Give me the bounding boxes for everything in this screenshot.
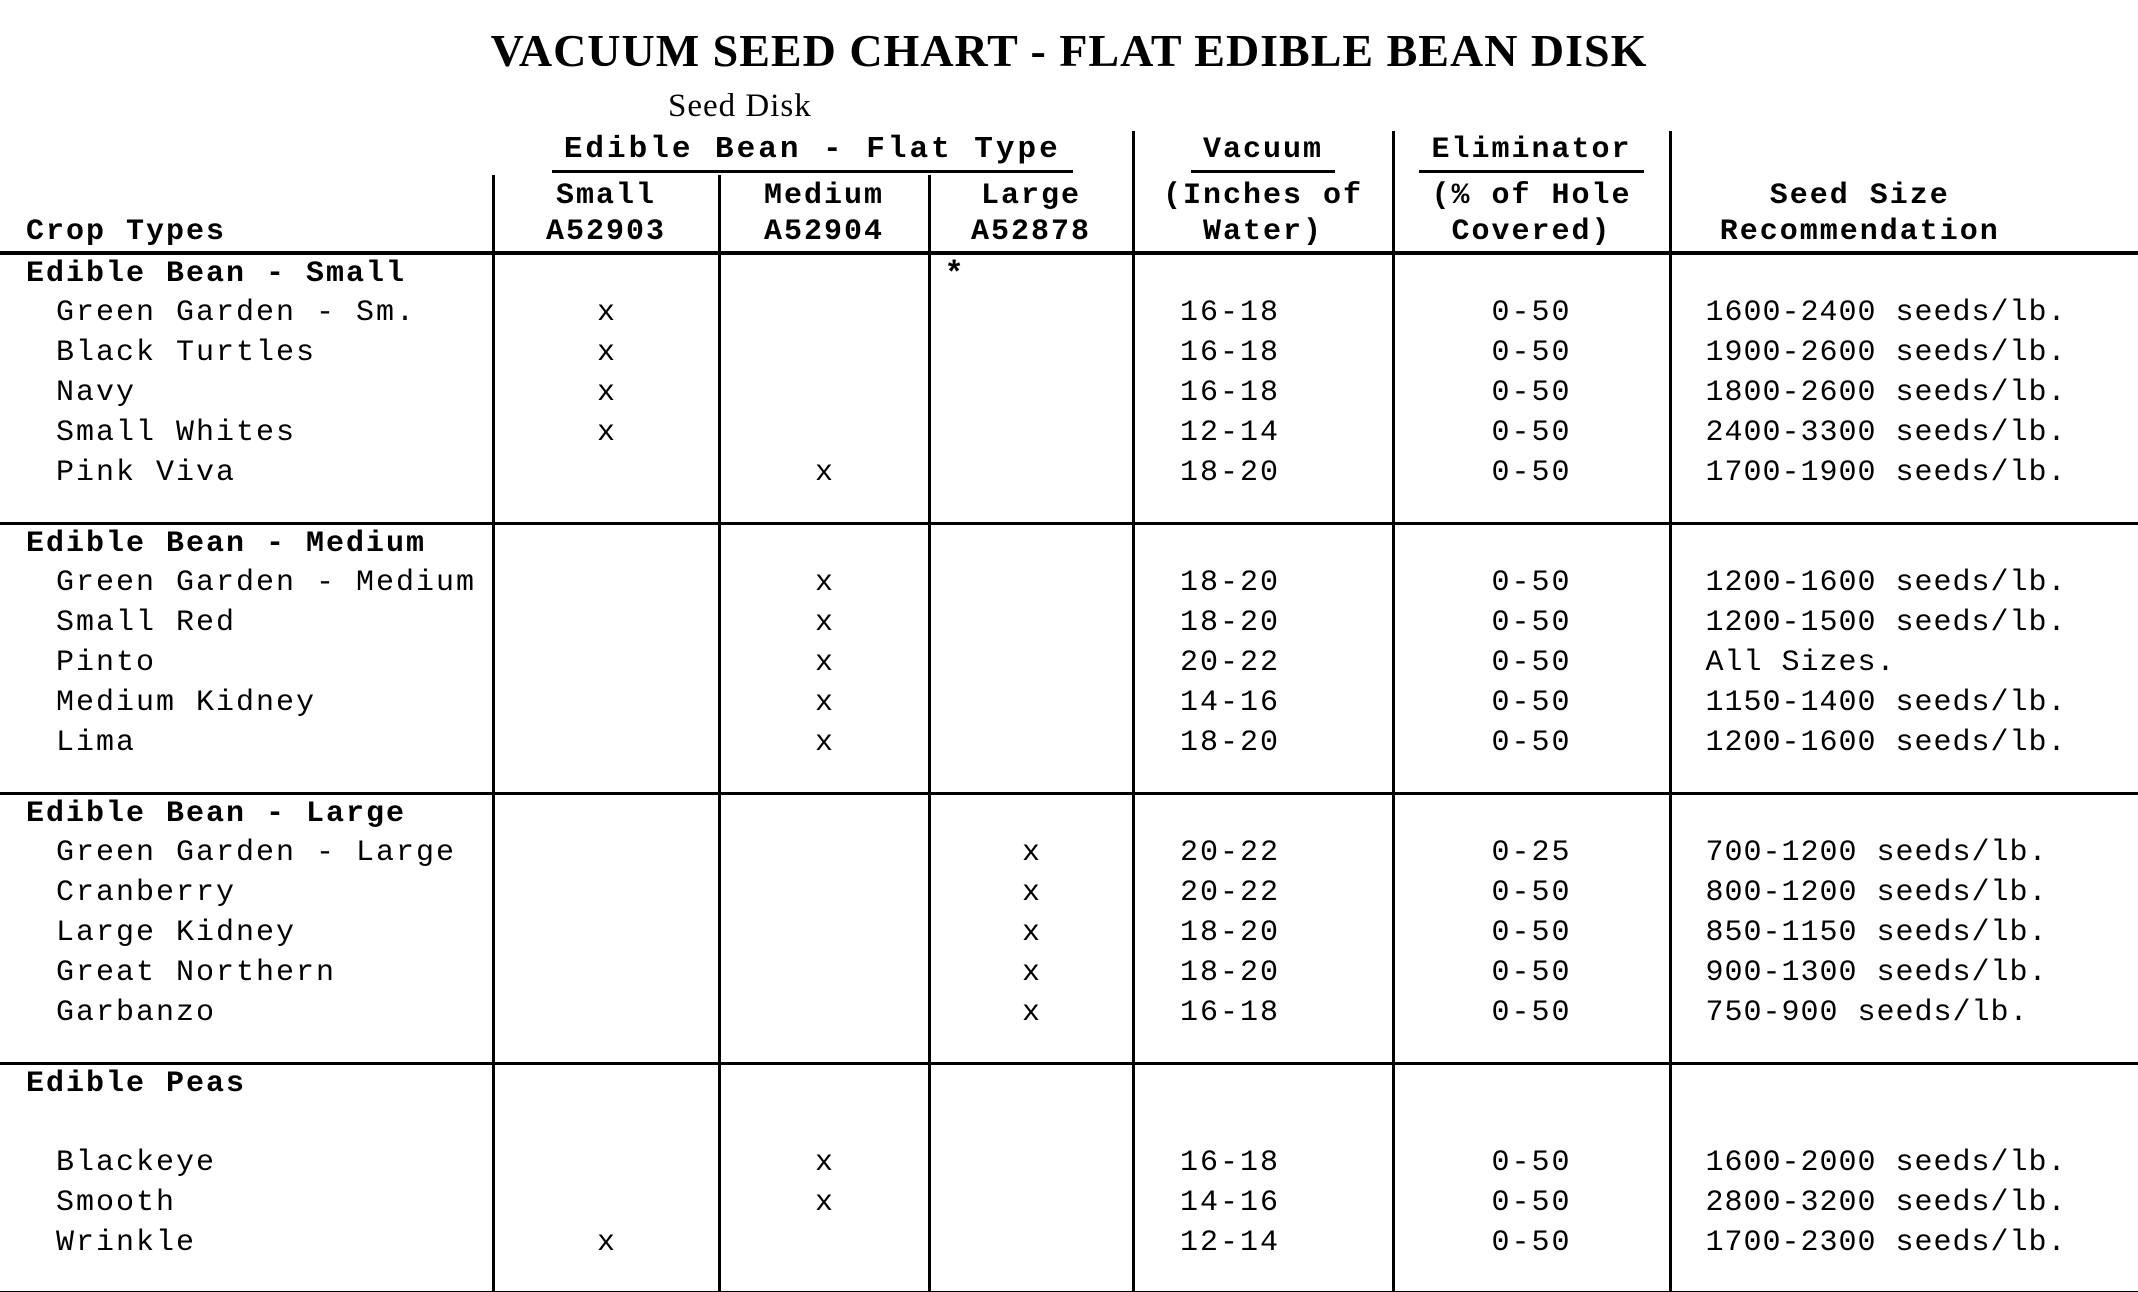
vacuum-cell: 14-16: [1133, 1183, 1393, 1223]
table-row: [0, 373, 2138, 413]
vacuum-cell: 18-20: [1133, 563, 1393, 603]
seed-size-cell: 800-1200 seeds/lb.: [1670, 873, 2138, 913]
large-disk-cell: [929, 523, 1133, 563]
crop-cell: [0, 1103, 493, 1143]
small-disk-cell: [493, 1143, 719, 1183]
table-row: [0, 453, 2138, 493]
crop-types-label: Crop Types: [0, 213, 493, 253]
blank-row: [0, 1103, 2138, 1143]
eliminator-cell: 0-50: [1393, 953, 1670, 993]
seed-size-cell: [1670, 1103, 2138, 1143]
crop-cell: [0, 763, 493, 793]
eliminator-cell: [1393, 493, 1670, 523]
large-disk-cell: x: [929, 913, 1133, 953]
crop-cell: Smooth: [56, 1186, 177, 1220]
eliminator-cell: 0-50: [1393, 563, 1670, 603]
eliminator-cell: 0-50: [1393, 913, 1670, 953]
vacuum-cell: 16-18: [1133, 293, 1393, 333]
vacuum-cell: 18-20: [1133, 953, 1393, 993]
large-disk-cell: [929, 563, 1133, 603]
eliminator-cell: 0-50: [1393, 723, 1670, 763]
medium-disk-cell: [719, 293, 929, 333]
large-disk-cell: [929, 493, 1133, 523]
seed-size-cell: 1200-1600 seeds/lb.: [1670, 563, 2138, 603]
small-disk-cell: x: [493, 373, 719, 413]
crop-cell: [0, 493, 493, 523]
eliminator-cell: [1393, 1103, 1670, 1143]
vacuum-cell: 16-18: [1133, 993, 1393, 1033]
crop-cell: Blackeye: [56, 1146, 217, 1180]
seed-disk-label: Seed Disk: [668, 88, 812, 124]
crop-cell: Small Red: [56, 606, 237, 640]
eliminator-cell: 0-50: [1393, 643, 1670, 683]
medium-disk-cell: x: [719, 683, 929, 723]
seed-size-cell: 1700-1900 seeds/lb.: [1670, 453, 2138, 493]
vacuum-cell: 18-20: [1133, 723, 1393, 763]
gap-row: [0, 763, 2138, 793]
large-disk-cell: [929, 1223, 1133, 1263]
medium-disk-cell: x: [719, 723, 929, 763]
vacuum-subline-1: (Inches of: [1133, 175, 1393, 213]
seed-size-cell: 1800-2600 seeds/lb.: [1670, 373, 2138, 413]
table-row: [0, 1183, 2138, 1223]
vacuum-cell: 16-18: [1133, 333, 1393, 373]
table-section: [0, 793, 2138, 1063]
seed-size-cell: [1670, 1263, 2138, 1292]
table-row: [0, 913, 2138, 953]
medium-part-number: A52904: [719, 213, 929, 253]
seed-size-cell: 1200-1600 seeds/lb.: [1670, 723, 2138, 763]
seed-size-cell: 1900-2600 seeds/lb.: [1670, 333, 2138, 373]
large-disk-cell: x: [929, 873, 1133, 913]
seed-size-line-2: Recommendation: [1670, 213, 2138, 253]
eliminator-cell: 0-50: [1393, 333, 1670, 373]
vacuum-cell: [1133, 1263, 1393, 1292]
crop-cell: Wrinkle: [56, 1226, 197, 1260]
seed-size-cell: 1600-2400 seeds/lb.: [1670, 293, 2138, 333]
table-row: [0, 563, 2138, 603]
seed-disk-cell: [493, 83, 1133, 131]
crop-cell: Pinto: [56, 646, 157, 680]
small-disk-cell: [493, 1063, 719, 1103]
small-disk-cell: [493, 493, 719, 523]
table-row: [0, 993, 2138, 1033]
vacuum-cell: [1133, 493, 1393, 523]
large-disk-cell: [929, 1183, 1133, 1223]
eliminator-cell: 0-50: [1393, 993, 1670, 1033]
header-spacer-cell: [1670, 131, 2138, 175]
small-disk-cell: [493, 563, 719, 603]
large-disk-cell: [929, 1063, 1133, 1103]
crop-cell: Small Whites: [56, 416, 297, 450]
seed-size-cell: 750-900 seeds/lb.: [1670, 993, 2138, 1033]
small-disk-cell: x: [493, 333, 719, 373]
small-disk-cell: [493, 1033, 719, 1063]
eliminator-cell: 0-25: [1393, 833, 1670, 873]
seed-size-cell: 1150-1400 seeds/lb.: [1670, 683, 2138, 723]
large-disk-cell: [929, 793, 1133, 833]
medium-disk-cell: [719, 373, 929, 413]
eliminator-subline-2: Covered): [1393, 213, 1670, 253]
seed-size-cell: 850-1150 seeds/lb.: [1670, 913, 2138, 953]
eliminator-cell: [1393, 793, 1670, 833]
crop-cell: [0, 1263, 493, 1292]
section-header-row: [0, 793, 2138, 833]
small-disk-cell: [493, 873, 719, 913]
crop-cell: Great Northern: [56, 956, 337, 990]
group-header-row: [0, 131, 2138, 175]
crop-cell: Pink Viva: [56, 456, 237, 490]
part-header-row: [0, 213, 2138, 253]
header-spacer-cell: [0, 83, 493, 131]
header-spacer-cell: [0, 131, 493, 175]
small-disk-cell: [493, 453, 719, 493]
medium-disk-cell: [719, 413, 929, 453]
small-disk-cell: [493, 953, 719, 993]
crop-cell: Black Turtles: [56, 336, 317, 370]
small-disk-cell: [493, 1103, 719, 1143]
medium-disk-cell: [719, 993, 929, 1033]
small-part-number: A52903: [493, 213, 719, 253]
small-disk-cell: [493, 723, 719, 763]
large-disk-cell: x: [929, 953, 1133, 993]
seed-size-cell: All Sizes.: [1670, 643, 2138, 683]
table-section: [0, 253, 2138, 523]
crop-cell: Garbanzo: [56, 996, 217, 1030]
vacuum-cell: 14-16: [1133, 683, 1393, 723]
crop-cell: [0, 1033, 493, 1063]
large-disk-cell: [929, 373, 1133, 413]
header-spacer-cell: [1670, 83, 2138, 131]
medium-disk-cell: [719, 873, 929, 913]
small-disk-cell: [493, 683, 719, 723]
small-disk-cell: [493, 253, 719, 293]
eliminator-cell: 0-50: [1393, 413, 1670, 453]
gap-row: [0, 1263, 2138, 1292]
crop-cell: Green Garden - Sm.: [56, 296, 417, 330]
vacuum-cell: [1133, 253, 1393, 293]
medium-disk-cell: [719, 493, 929, 523]
large-size-label: Large: [929, 175, 1133, 213]
vacuum-cell: 20-22: [1133, 643, 1393, 683]
vacuum-cell: 18-20: [1133, 453, 1393, 493]
table-row: [0, 833, 2138, 873]
vacuum-cell: [1133, 1033, 1393, 1063]
large-disk-cell: x: [929, 993, 1133, 1033]
medium-disk-cell: x: [719, 643, 929, 683]
eliminator-cell: 0-50: [1393, 873, 1670, 913]
small-disk-cell: [493, 793, 719, 833]
crop-cell: Large Kidney: [56, 916, 297, 950]
seed-size-cell: 1700-2300 seeds/lb.: [1670, 1223, 2138, 1263]
disk-group-header-cell: [493, 131, 1133, 175]
eliminator-cell: 0-50: [1393, 453, 1670, 493]
gap-row: [0, 1033, 2138, 1063]
medium-disk-cell: [719, 913, 929, 953]
small-disk-cell: [493, 1183, 719, 1223]
medium-disk-cell: x: [719, 1143, 929, 1183]
header-spacer-cell: [1393, 83, 1670, 131]
section-header-row: [0, 523, 2138, 563]
table-row: [0, 333, 2138, 373]
small-disk-cell: [493, 913, 719, 953]
eliminator-header-cell: [1393, 131, 1670, 175]
vacuum-cell: 16-18: [1133, 373, 1393, 413]
seed-size-cell: 1200-1500 seeds/lb.: [1670, 603, 2138, 643]
seed-chart-table: [0, 83, 2138, 1292]
vacuum-cell: 18-20: [1133, 913, 1393, 953]
crop-cell: Lima: [56, 726, 137, 760]
large-disk-cell: [929, 1263, 1133, 1292]
large-disk-cell: x: [929, 833, 1133, 873]
table-row: [0, 1223, 2138, 1263]
large-disk-cell: [929, 1103, 1133, 1143]
vacuum-cell: [1133, 793, 1393, 833]
seed-size-cell: 1600-2000 seeds/lb.: [1670, 1143, 2138, 1183]
table-header: [0, 83, 2138, 253]
large-disk-cell: [929, 453, 1133, 493]
medium-disk-cell: [719, 1223, 929, 1263]
crop-cell: Edible Bean - Large: [0, 793, 493, 833]
table-row: [0, 723, 2138, 763]
medium-disk-cell: x: [719, 563, 929, 603]
header-spacer-cell: [1133, 83, 1393, 131]
eliminator-cell: 0-50: [1393, 1143, 1670, 1183]
vacuum-header-label: Vacuum: [1191, 133, 1335, 173]
eliminator-cell: [1393, 523, 1670, 563]
medium-disk-cell: [719, 763, 929, 793]
crop-cell: Edible Peas: [0, 1063, 493, 1103]
small-disk-cell: [493, 993, 719, 1033]
seed-size-cell: [1670, 523, 2138, 563]
table-row: [0, 643, 2138, 683]
seed-size-cell: [1670, 253, 2138, 293]
eliminator-cell: 0-50: [1393, 603, 1670, 643]
medium-disk-cell: [719, 793, 929, 833]
crop-cell: Edible Bean - Small: [26, 257, 407, 291]
medium-disk-cell: [719, 953, 929, 993]
vacuum-cell: 18-20: [1133, 603, 1393, 643]
medium-disk-cell: [719, 523, 929, 563]
small-disk-cell: x: [493, 293, 719, 333]
seed-size-cell: 900-1300 seeds/lb.: [1670, 953, 2138, 993]
vacuum-cell: 12-14: [1133, 1223, 1393, 1263]
small-disk-cell: [493, 763, 719, 793]
medium-disk-cell: [719, 1033, 929, 1063]
small-size-label: Small: [493, 175, 719, 213]
medium-disk-cell: [719, 1063, 929, 1103]
vacuum-cell: 16-18: [1133, 1143, 1393, 1183]
vacuum-subline-2: Water): [1133, 213, 1393, 253]
small-disk-cell: [493, 833, 719, 873]
small-disk-cell: x: [493, 1223, 719, 1263]
eliminator-cell: 0-50: [1393, 683, 1670, 723]
table-row: [0, 293, 2138, 333]
eliminator-cell: 0-50: [1393, 373, 1670, 413]
vacuum-cell: 20-22: [1133, 873, 1393, 913]
vacuum-header-cell: [1133, 131, 1393, 175]
large-disk-cell: [929, 643, 1133, 683]
seed-size-cell: [1670, 1033, 2138, 1063]
eliminator-cell: 0-50: [1393, 293, 1670, 333]
seed-size-cell: [1670, 793, 2138, 833]
large-part-number: A52878: [929, 213, 1133, 253]
seed-size-cell: [1670, 1063, 2138, 1103]
table-row: [0, 603, 2138, 643]
vacuum-cell: [1133, 1063, 1393, 1103]
eliminator-cell: [1393, 1033, 1670, 1063]
small-disk-cell: [493, 523, 719, 563]
crop-cell: Green Garden - Large: [56, 836, 457, 870]
eliminator-header-label: Eliminator: [1419, 133, 1643, 173]
medium-disk-cell: [719, 253, 929, 293]
small-disk-cell: [493, 1263, 719, 1292]
small-disk-cell: x: [493, 413, 719, 453]
vacuum-cell: [1133, 523, 1393, 563]
medium-disk-cell: x: [719, 1183, 929, 1223]
eliminator-cell: 0-50: [1393, 1183, 1670, 1223]
disk-group-header-label: Edible Bean - Flat Type: [552, 132, 1073, 173]
seed-size-cell: 2800-3200 seeds/lb.: [1670, 1183, 2138, 1223]
seed-size-cell: [1670, 763, 2138, 793]
vacuum-cell: 20-22: [1133, 833, 1393, 873]
large-disk-cell: [929, 413, 1133, 453]
eliminator-cell: [1393, 763, 1670, 793]
seed-size-cell: 700-1200 seeds/lb.: [1670, 833, 2138, 873]
table-row: [0, 413, 2138, 453]
seed-disk-row: [0, 83, 2138, 131]
large-disk-cell: [929, 603, 1133, 643]
table-section: [0, 523, 2138, 793]
large-disk-cell: [929, 763, 1133, 793]
gap-row: [0, 493, 2138, 523]
medium-disk-cell: x: [719, 453, 929, 493]
crop-cell: Cranberry: [56, 876, 237, 910]
large-disk-cell: [929, 1033, 1133, 1063]
medium-disk-cell: x: [719, 603, 929, 643]
seed-size-line-1: Seed Size: [1670, 175, 2138, 213]
vacuum-cell: [1133, 763, 1393, 793]
medium-disk-cell: [719, 333, 929, 373]
section-header-row: [0, 1063, 2138, 1103]
crop-cell: Edible Bean - Medium: [0, 523, 493, 563]
eliminator-subline-1: (% of Hole: [1393, 175, 1670, 213]
vacuum-cell: [1133, 1103, 1393, 1143]
medium-disk-cell: [719, 1103, 929, 1143]
large-disk-cell: *: [929, 253, 1133, 293]
eliminator-cell: [1393, 253, 1670, 293]
table-row: [0, 953, 2138, 993]
seed-size-cell: [1670, 493, 2138, 523]
size-header-row: [0, 175, 2138, 213]
eliminator-cell: 0-50: [1393, 1223, 1670, 1263]
page-title: VACUUM SEED CHART - FLAT EDIBLE BEAN DISK: [490, 25, 1648, 76]
crop-cell: Navy: [56, 376, 137, 410]
table-row: [0, 683, 2138, 723]
large-disk-cell: [929, 293, 1133, 333]
seed-size-cell: 2400-3300 seeds/lb.: [1670, 413, 2138, 453]
eliminator-cell: [1393, 1063, 1670, 1103]
large-disk-cell: [929, 723, 1133, 763]
eliminator-cell: [1393, 1263, 1670, 1292]
crop-cell: Medium Kidney: [56, 686, 317, 720]
table-row: [0, 1143, 2138, 1183]
section-header-row: [0, 253, 2138, 293]
medium-disk-cell: [719, 1263, 929, 1292]
header-spacer-cell: [0, 175, 493, 213]
table-section: [0, 1063, 2138, 1292]
small-disk-cell: [493, 643, 719, 683]
small-disk-cell: [493, 603, 719, 643]
large-disk-cell: [929, 683, 1133, 723]
medium-disk-cell: [719, 833, 929, 873]
medium-size-label: Medium: [719, 175, 929, 213]
crop-cell: Green Garden - Medium: [56, 566, 477, 600]
large-disk-cell: [929, 1143, 1133, 1183]
table-row: [0, 873, 2138, 913]
vacuum-cell: 12-14: [1133, 413, 1393, 453]
large-disk-cell: [929, 333, 1133, 373]
